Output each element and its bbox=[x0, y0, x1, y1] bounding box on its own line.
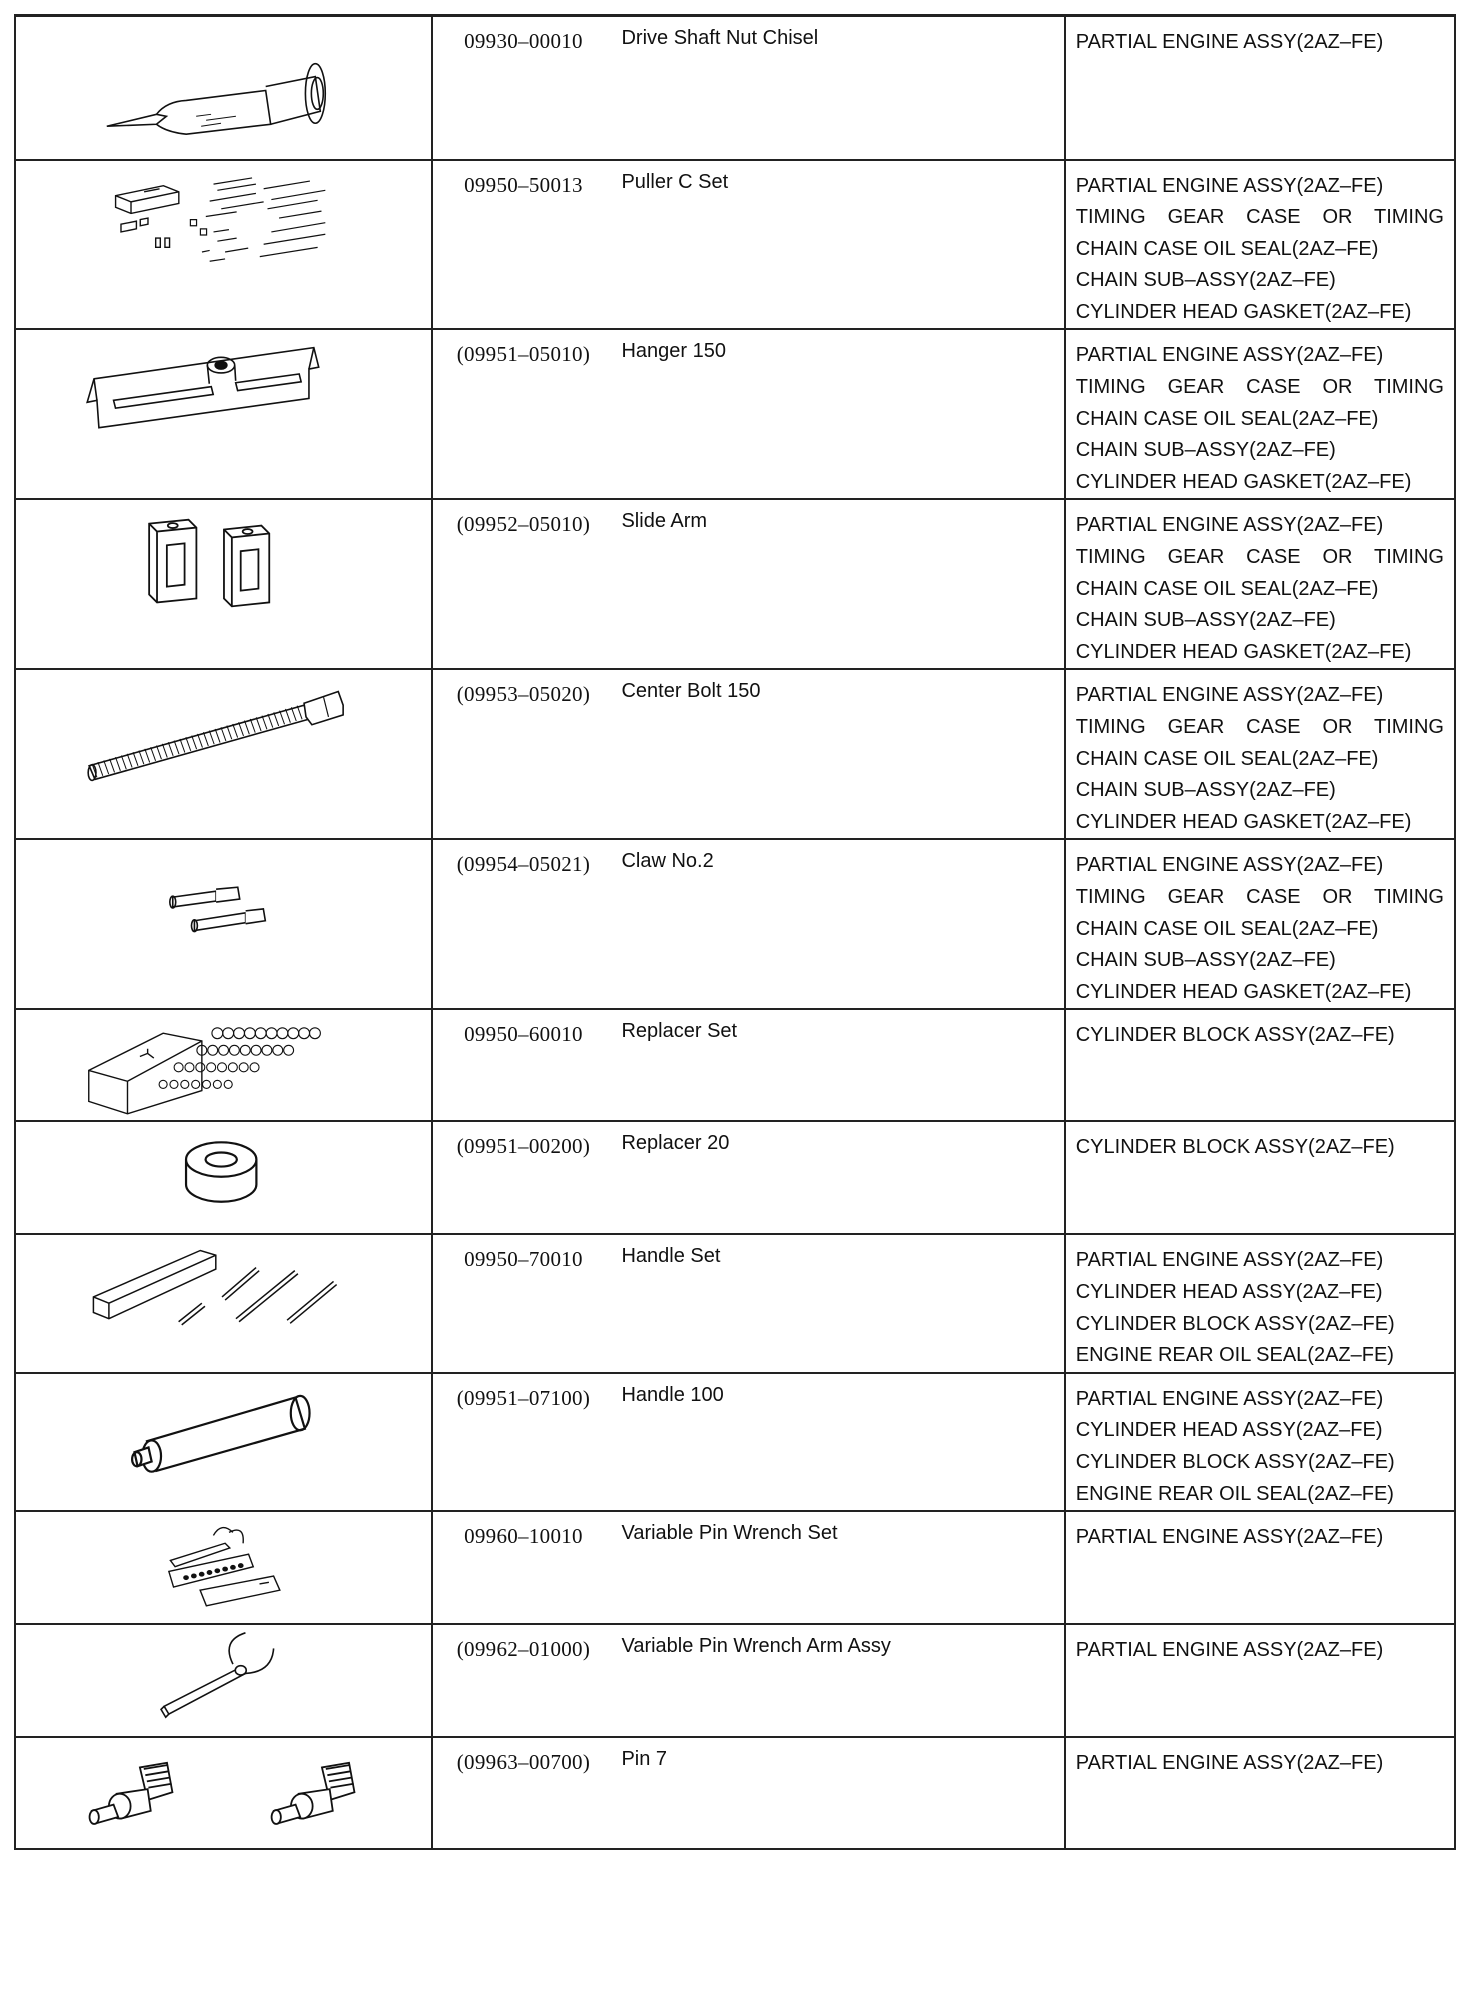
part-number: (09952–05010) bbox=[456, 512, 591, 537]
table-row bbox=[15, 1737, 1455, 1849]
usage-line: CYLINDER HEAD ASSY(2AZ–FE) bbox=[1075, 1419, 1383, 1442]
part-number: (09951–00200) bbox=[456, 1134, 591, 1159]
usage-line: CYLINDER HEAD ASSY(2AZ–FE) bbox=[1075, 1280, 1383, 1303]
tool-info-cell bbox=[432, 839, 1064, 1009]
tool-illustration-cell bbox=[15, 160, 432, 330]
table-row bbox=[15, 1373, 1455, 1511]
puller-c-set-icon bbox=[16, 161, 428, 289]
tool-name: Replacer Set bbox=[621, 1020, 738, 1043]
usage-line: ENGINE REAR OIL SEAL(2AZ–FE) bbox=[1075, 1482, 1394, 1505]
tool-illustration-cell bbox=[15, 1373, 432, 1511]
usage-line: PARTIAL ENGINE ASSY(2AZ–FE) bbox=[1075, 1526, 1384, 1549]
tool-illustration-cell bbox=[15, 16, 432, 160]
usage-line: PARTIAL ENGINE ASSY(2AZ–FE) bbox=[1075, 854, 1384, 877]
tool-illustration-cell bbox=[15, 669, 432, 839]
tool-name: Variable Pin Wrench Arm Assy bbox=[621, 1635, 891, 1658]
part-number: 09950–50013 bbox=[464, 172, 583, 197]
usage-cell bbox=[1065, 669, 1455, 839]
tool-info-cell bbox=[432, 1624, 1064, 1737]
handle-set-icon bbox=[16, 1235, 428, 1345]
usage-line: PARTIAL ENGINE ASSY(2AZ–FE) bbox=[1075, 684, 1384, 707]
tool-info-cell bbox=[432, 1009, 1064, 1121]
tool-illustration-cell bbox=[15, 499, 432, 669]
table-row bbox=[15, 839, 1455, 1009]
usage-cell bbox=[1065, 1624, 1455, 1737]
usage-cell bbox=[1065, 1511, 1455, 1624]
table-row bbox=[15, 1009, 1455, 1121]
tool-name: Handle Set bbox=[621, 1245, 721, 1268]
usage-line: PARTIAL ENGINE ASSY(2AZ–FE) bbox=[1075, 1249, 1384, 1272]
usage-line: TIMING GEAR CASE OR TIMING bbox=[1075, 716, 1444, 738]
tool-info-cell bbox=[432, 16, 1064, 160]
usage-line: CYLINDER BLOCK ASSY(2AZ–FE) bbox=[1075, 1024, 1395, 1047]
replacer-set-icon bbox=[16, 1010, 428, 1120]
usage-line: CHAIN SUB–ASSY(2AZ–FE) bbox=[1075, 269, 1336, 292]
usage-cell bbox=[1065, 839, 1455, 1009]
pin-7-icon bbox=[16, 1738, 428, 1848]
usage-line: CHAIN CASE OIL SEAL(2AZ–FE) bbox=[1075, 747, 1379, 770]
tool-illustration-cell bbox=[15, 1624, 432, 1737]
tool-name: Handle 100 bbox=[621, 1383, 724, 1406]
usage-line: CHAIN SUB–ASSY(2AZ–FE) bbox=[1075, 949, 1336, 972]
center-bolt-150-icon bbox=[16, 670, 428, 797]
usage-line: TIMING GEAR CASE OR TIMING bbox=[1075, 885, 1444, 908]
tool-info-cell bbox=[432, 329, 1064, 499]
handle-100-icon bbox=[16, 1374, 428, 1485]
tool-illustration-cell bbox=[15, 1121, 432, 1234]
usage-cell bbox=[1065, 329, 1455, 499]
part-number: 09930–00010 bbox=[464, 29, 583, 53]
table-row bbox=[15, 329, 1455, 499]
tool-name: Drive Shaft Nut Chisel bbox=[621, 27, 819, 49]
usage-line: CYLINDER HEAD GASKET(2AZ–FE) bbox=[1075, 640, 1412, 663]
usage-cell bbox=[1065, 1234, 1455, 1372]
tool-name: Hanger 150 bbox=[621, 340, 726, 363]
usage-line: CHAIN SUB–ASSY(2AZ–FE) bbox=[1075, 779, 1336, 802]
tool-info-cell bbox=[432, 1737, 1064, 1849]
usage-cell bbox=[1065, 1373, 1455, 1511]
usage-line: TIMING GEAR CASE OR TIMING bbox=[1075, 206, 1444, 229]
table-body bbox=[15, 16, 1455, 1850]
table-row bbox=[15, 1121, 1455, 1234]
usage-line: CHAIN SUB–ASSY(2AZ–FE) bbox=[1075, 439, 1336, 462]
usage-line: CYLINDER HEAD GASKET(2AZ–FE) bbox=[1075, 810, 1412, 833]
tool-info-cell bbox=[432, 499, 1064, 669]
tool-name: Variable Pin Wrench Set bbox=[621, 1522, 838, 1545]
usage-line: CYLINDER HEAD GASKET(2AZ–FE) bbox=[1075, 470, 1412, 493]
tool-illustration-cell bbox=[15, 1234, 432, 1372]
tool-name: Claw No.2 bbox=[621, 850, 714, 873]
table-row bbox=[15, 160, 1455, 330]
replacer-20-icon bbox=[16, 1122, 428, 1233]
tool-illustration-cell bbox=[15, 839, 432, 1009]
table-row bbox=[15, 669, 1455, 839]
tool-name: Center Bolt 150 bbox=[621, 680, 761, 703]
tool-name: Replacer 20 bbox=[621, 1132, 730, 1155]
part-number: 09950–60010 bbox=[464, 1022, 583, 1047]
usage-line: PARTIAL ENGINE ASSY(2AZ–FE) bbox=[1075, 31, 1384, 53]
usage-line: PARTIAL ENGINE ASSY(2AZ–FE) bbox=[1075, 1639, 1384, 1662]
tool-info-cell bbox=[432, 1511, 1064, 1624]
tool-illustration-cell bbox=[15, 329, 432, 499]
tool-illustration-cell bbox=[15, 1737, 432, 1849]
usage-line: CHAIN CASE OIL SEAL(2AZ–FE) bbox=[1075, 917, 1379, 940]
table-row bbox=[15, 1624, 1455, 1737]
tool-info-cell bbox=[432, 669, 1064, 839]
usage-line: PARTIAL ENGINE ASSY(2AZ–FE) bbox=[1075, 514, 1384, 537]
usage-cell bbox=[1065, 1121, 1455, 1234]
hanger-150-icon bbox=[16, 330, 428, 457]
usage-line: ENGINE REAR OIL SEAL(2AZ–FE) bbox=[1075, 1344, 1394, 1367]
table-row bbox=[15, 499, 1455, 669]
table-row bbox=[15, 1234, 1455, 1372]
part-number: (09953–05020) bbox=[456, 682, 591, 707]
part-number: 09960–10010 bbox=[464, 1524, 583, 1549]
usage-line: CYLINDER BLOCK ASSY(2AZ–FE) bbox=[1075, 1450, 1395, 1473]
part-number: (09954–05021) bbox=[456, 852, 591, 877]
usage-line: PARTIAL ENGINE ASSY(2AZ–FE) bbox=[1075, 1387, 1384, 1410]
part-number: (09962–01000) bbox=[456, 1637, 591, 1662]
usage-line: PARTIAL ENGINE ASSY(2AZ–FE) bbox=[1075, 1752, 1384, 1775]
table-row bbox=[15, 16, 1455, 160]
usage-line: PARTIAL ENGINE ASSY(2AZ–FE) bbox=[1075, 174, 1384, 197]
usage-cell bbox=[1065, 1009, 1455, 1121]
variable-pin-wrench-arm-icon bbox=[16, 1625, 428, 1736]
usage-cell bbox=[1065, 16, 1455, 160]
slide-arm-icon bbox=[16, 500, 428, 628]
tool-name: Pin 7 bbox=[621, 1748, 668, 1771]
usage-line: CYLINDER HEAD GASKET(2AZ–FE) bbox=[1075, 980, 1412, 1003]
usage-line: CHAIN CASE OIL SEAL(2AZ–FE) bbox=[1075, 577, 1379, 600]
drive-shaft-nut-chisel-icon bbox=[16, 17, 428, 159]
part-number: 09950–70010 bbox=[464, 1247, 583, 1272]
tool-info-cell bbox=[432, 1373, 1064, 1511]
usage-cell bbox=[1065, 160, 1455, 330]
usage-line: PARTIAL ENGINE ASSY(2AZ–FE) bbox=[1075, 344, 1384, 367]
part-number: (09963–00700) bbox=[456, 1750, 591, 1775]
usage-line: CHAIN SUB–ASSY(2AZ–FE) bbox=[1075, 609, 1336, 632]
usage-cell bbox=[1065, 499, 1455, 669]
tool-info-cell bbox=[432, 1121, 1064, 1234]
variable-pin-wrench-set-icon bbox=[16, 1512, 428, 1623]
usage-line: CHAIN CASE OIL SEAL(2AZ–FE) bbox=[1075, 237, 1379, 260]
tool-illustration-cell bbox=[15, 1511, 432, 1624]
claw-no2-icon bbox=[16, 840, 428, 968]
usage-line: CYLINDER BLOCK ASSY(2AZ–FE) bbox=[1075, 1312, 1395, 1335]
table-row bbox=[15, 1511, 1455, 1624]
usage-line: TIMING GEAR CASE OR TIMING bbox=[1075, 376, 1444, 399]
usage-line: CYLINDER BLOCK ASSY(2AZ–FE) bbox=[1075, 1136, 1395, 1159]
tool-name: Puller C Set bbox=[621, 170, 729, 193]
usage-line: CHAIN CASE OIL SEAL(2AZ–FE) bbox=[1075, 407, 1379, 430]
usage-cell bbox=[1065, 1737, 1455, 1849]
tool-name: Slide Arm bbox=[621, 510, 708, 533]
usage-line: CYLINDER HEAD GASKET(2AZ–FE) bbox=[1075, 300, 1412, 323]
usage-line: TIMING GEAR CASE OR TIMING bbox=[1075, 546, 1444, 569]
tool-illustration-cell bbox=[15, 1009, 432, 1121]
special-service-tools-table bbox=[14, 14, 1456, 1850]
part-number: (09951–05010) bbox=[456, 342, 591, 367]
tool-info-cell bbox=[432, 160, 1064, 330]
tool-info-cell bbox=[432, 1234, 1064, 1372]
part-number: (09951–07100) bbox=[456, 1385, 591, 1410]
